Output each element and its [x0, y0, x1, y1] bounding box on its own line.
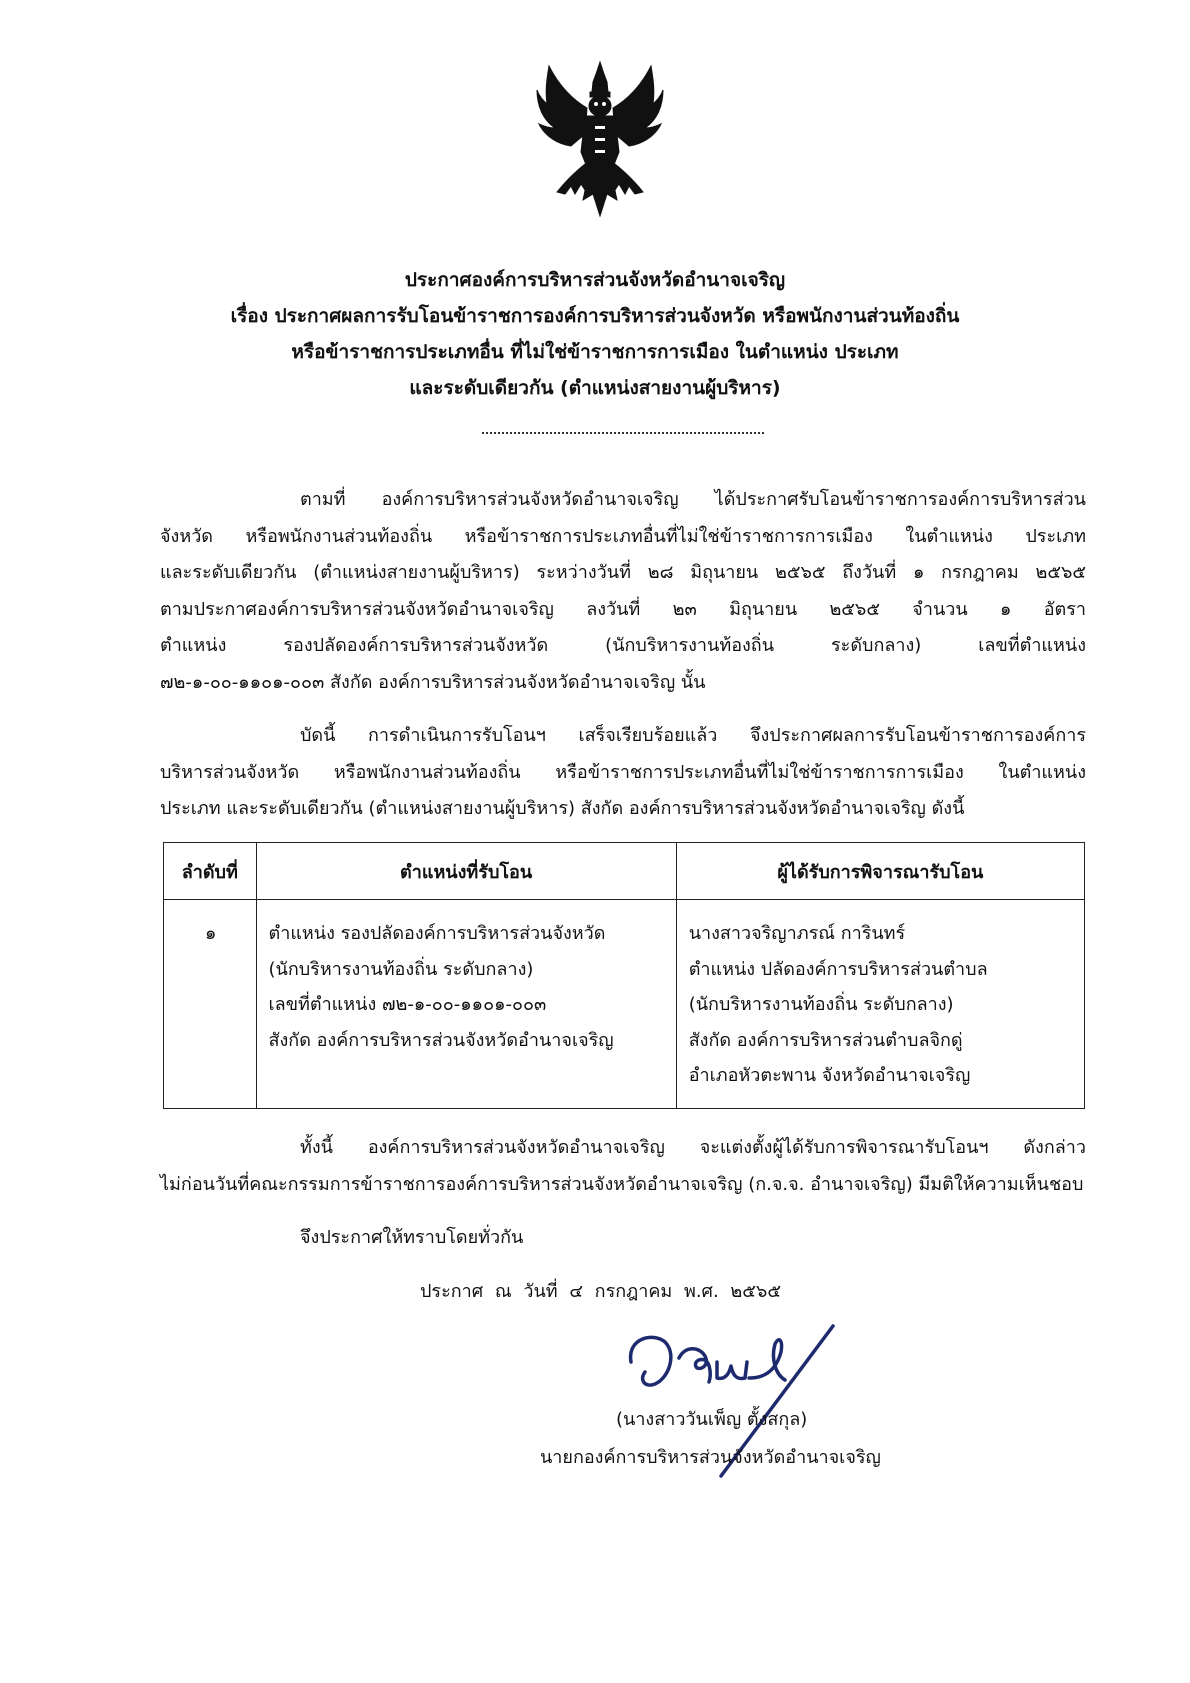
issue-date: ประกาศ ณ วันที่ ๔ กรกฎาคม พ.ศ. ๒๕๖๕ — [420, 1281, 781, 1302]
header-sequence: ลำดับที่ — [164, 843, 257, 900]
position-cell — [256, 900, 676, 1109]
paragraph-line: ตามประกาศองค์การบริหารส่วนจังหวัดอำนาจเจริญ ลงวันที่ ๒๓ มิถุนายน ๒๕๖๕ จำนวน ๑ อัตรา — [160, 598, 1086, 620]
paragraph-line: และระดับเดียวกัน (ตำแหน่งสายงานผู้บริหาร) ระหว่างวันที่ ๒๘ มิถุนายน ๒๕๖๕ ถึงวันที่ ๑ กรกฎาคม ๒๕๖๕ — [160, 562, 1086, 583]
title-line-3: หรือข้าราชการประเภทอื่น ที่ไม่ใช่ข้าราชการการเมือง ในตำแหน่ง ประเภท — [291, 341, 899, 363]
paragraph-line: ตำแหน่ง รองปลัดองค์การบริหารส่วนจังหวัด (นักบริหารงานท้องถิ่น ระดับกลาง) เลขที่ตำแหน่ง — [160, 635, 1086, 656]
paragraph-background — [160, 482, 1086, 701]
signer-title: นายกองค์การบริหารส่วนจังหวัดอำนาจเจริญ — [540, 1447, 881, 1468]
title-line-1: ประกาศองค์การบริหารส่วนจังหวัดอำนาจเจริญ — [404, 269, 786, 291]
table-header-row — [164, 843, 1085, 900]
candidate-line: ตำแหน่ง ปลัดองค์การบริหารส่วนตำบล — [688, 958, 988, 980]
paragraph-line: จังหวัด หรือพนักงานส่วนท้องถิ่น หรือข้าราชการประเภทอื่นที่ไม่ใช่ข้าราชการการเมือง ในตำแหน่ง ประเภท — [160, 525, 1086, 547]
position-line: ตำแหน่ง รองปลัดองค์การบริหารส่วนจังหวัด — [268, 923, 606, 944]
paragraph-line: ตามที่ องค์การบริหารส่วนจังหวัดอำนาจเจริญ ได้ประกาศรับโอนข้าราชการองค์การบริหารส่วน — [300, 489, 1086, 510]
title-line-2: เรื่อง ประกาศผลการรับโอนข้าราชการองค์การบริหารส่วนจังหวัด หรือพนักงานส่วนท้องถิ่น — [230, 305, 960, 327]
position-line: (นักบริหารงานท้องถิ่น ระดับกลาง) — [268, 958, 534, 980]
paragraph-line: ประเภท และระดับเดียวกัน (ตำแหน่งสายงานผู้บริหาร) สังกัด องค์การบริหารส่วนจังหวัดอำนาจเจริญ ดังนี้ — [160, 798, 965, 819]
paragraph-line: จึงประกาศให้ทราบโดยทั่วกัน — [300, 1227, 524, 1248]
candidate-line: (นักบริหารงานท้องถิ่น ระดับกลาง) — [688, 994, 954, 1015]
sequence-cell: ๑ — [164, 900, 257, 1109]
dotted-separator — [482, 432, 764, 434]
garuda-emblem-icon — [535, 60, 665, 220]
title-line-4: และระดับเดียวกัน (ตำแหน่งสายงานผู้บริหาร) — [409, 377, 781, 399]
table-row — [164, 900, 1085, 1109]
candidate-line: สังกัด องค์การบริหารส่วนตำบลจิกดู่ — [688, 1029, 963, 1051]
paragraph-line: บัดนี้ การดำเนินการรับโอนฯ เสร็จเรียบร้อยแล้ว จึงประกาศผลการรับโอนข้าราชการองค์การ — [300, 725, 1086, 746]
candidate-cell — [676, 900, 1084, 1109]
paragraph-line: ไม่ก่อนวันที่คณะกรรมการข้าราชการองค์การบริหารส่วนจังหวัดอำนาจเจริญ (ก.จ.จ. อำนาจเจริญ) มีมติให้ความเห็นชอบ — [160, 1173, 1084, 1195]
paragraph-line: ๗๒-๑-๐๐-๑๑๐๑-๐๐๓ สังกัด องค์การบริหารส่วนจังหวัดอำนาจเจริญ นั้น — [160, 671, 706, 693]
position-line: เลขที่ตำแหน่ง ๗๒-๑-๐๐-๑๑๐๑-๐๐๓ — [268, 994, 547, 1015]
header-candidate: ผู้ได้รับการพิจารณารับโอน — [676, 843, 1084, 900]
paragraph-appointment — [160, 1130, 1086, 1203]
signer-name: (นางสาววันเพ็ญ ตั้งสกุล) — [616, 1409, 808, 1430]
paragraph-result — [160, 718, 1086, 828]
candidate-line: อำเภอหัวตะพาน จังหวัดอำนาจเจริญ — [688, 1065, 971, 1086]
paragraph-line: ทั้งนี้ องค์การบริหารส่วนจังหวัดอำนาจเจริญ จะแต่งตั้งผู้ได้รับการพิจารณารับโอนฯ ดังกล่าว — [300, 1137, 1086, 1158]
announcement-title — [140, 262, 1050, 406]
header-position: ตำแหน่งที่รับโอน — [256, 843, 676, 900]
transfer-result-table — [163, 842, 1085, 1109]
paragraph-line: บริหารส่วนจังหวัด หรือพนักงานส่วนท้องถิ่น หรือข้าราชการประเภทอื่นที่ไม่ใช่ข้าราชการการเมือง ในตำแหน่ง — [160, 761, 1086, 783]
position-line: สังกัด องค์การบริหารส่วนจังหวัดอำนาจเจริญ — [268, 1029, 614, 1051]
candidate-line: นางสาวจริญาภรณ์ การินทร์ — [688, 923, 906, 944]
paragraph-notice — [160, 1220, 1086, 1257]
